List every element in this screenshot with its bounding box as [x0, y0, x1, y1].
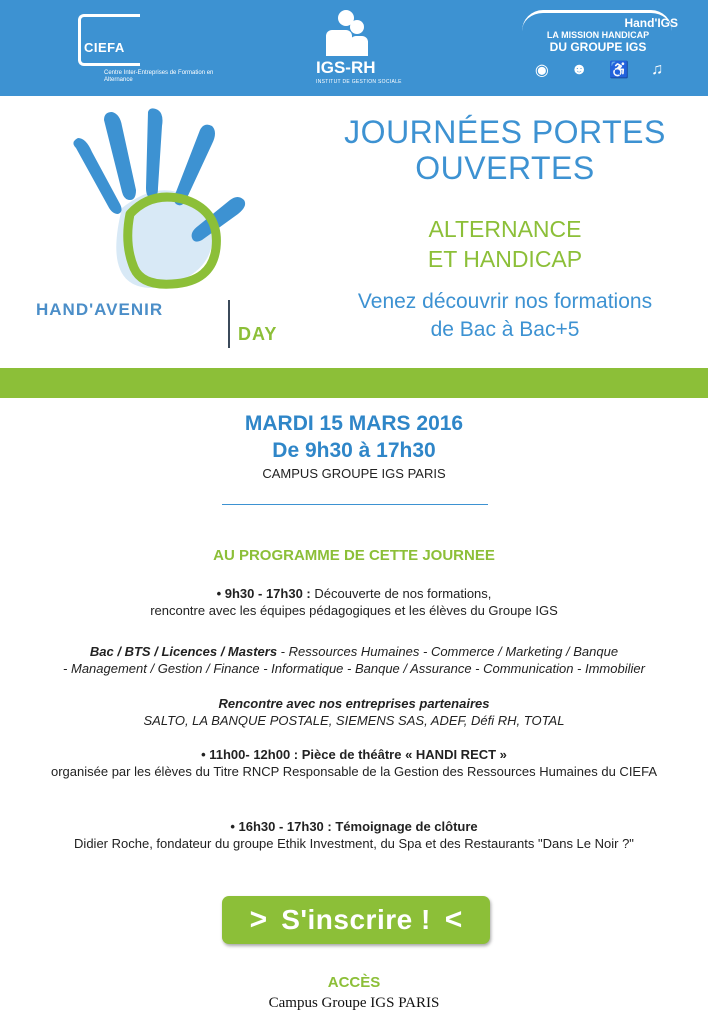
ciefa-logo-subtitle: Centre Inter-Entreprises de Formation en Alternance [104, 70, 214, 83]
programme-levels-bold: Bac / BTS / Licences / Masters [89, 644, 278, 659]
hand-avenir-day-divider [228, 300, 278, 348]
hand-logo-icon [62, 108, 282, 298]
programme-item-theatre-text: organisée par les élèves du Titre RNCP Responsable de la Gestion des Ressources Humaines du CIEFA [50, 764, 658, 779]
programme-partners-title: Rencontre avec nos entreprises partenaires [218, 696, 490, 711]
programme-title: AU PROGRAMME DE CETTE JOURNEE [213, 547, 495, 564]
chevron-right-icon: > [249, 903, 268, 936]
banner-title-line1: JOURNÉES PORTES [344, 114, 666, 150]
banner-title-line2: OUVERTES [415, 150, 595, 186]
banner-subtitle [300, 214, 708, 274]
event-date-block [0, 410, 708, 464]
banner-title [300, 114, 708, 186]
programme-item-discovery [14, 585, 694, 619]
ciefa-logo-name: CIEFA [84, 40, 125, 55]
hand-avenir-day: DAY [238, 324, 278, 344]
event-date: MARDI 15 MARS 2016 [244, 412, 464, 435]
handigs-line2: DU GROUPE IGS [549, 40, 647, 54]
wheelchair-icon: ♿ [609, 62, 630, 79]
handigs-logo[interactable] [518, 8, 678, 88]
register-button-label: S'inscrire ! [281, 904, 431, 935]
igs-rh-logo[interactable] [310, 8, 420, 88]
section-divider [222, 504, 488, 505]
banner-tagline-line1: Venez découvrir nos formations [357, 290, 653, 313]
hearing-impairment-icon: ♫ [651, 61, 664, 78]
programme-item-closing-title: • 16h30 - 17h30 : Témoignage de clôture [230, 819, 478, 834]
igs-person-body-icon [326, 30, 352, 56]
green-divider-bar [0, 368, 708, 398]
programme-item-closing [14, 818, 694, 852]
banner-tagline-line2: de Bac à Bac+5 [430, 318, 580, 341]
programme-levels-line1 [14, 643, 694, 660]
handicap-icons [524, 58, 674, 82]
chevron-left-icon: < [444, 903, 463, 936]
igs-person-body-icon [350, 36, 368, 56]
programme-levels-line2: - Management / Gestion / Finance - Informatique - Banque / Assurance - Communication - Immobilier [63, 661, 645, 676]
programme-item-discovery-text: Découverte de nos formations, [310, 586, 492, 601]
programme-item-discovery-line2: rencontre avec les équipes pédagogiques et les élèves du Groupe IGS [150, 603, 558, 618]
register-button[interactable] [222, 896, 490, 944]
banner-subtitle-line1: ALTERNANCE [428, 216, 582, 242]
programme-levels-rest: - Ressources Humaines - Commerce / Marketing / Banque [277, 644, 619, 659]
programme-item-discovery-line1 [14, 585, 694, 602]
event-hours: De 9h30 à 17h30 [272, 439, 436, 462]
programme-item-discovery-time: • 9h30 - 17h30 : [216, 586, 311, 601]
ciefa-logo[interactable] [78, 14, 214, 88]
banner-subtitle-line2: ET HANDICAP [427, 246, 583, 272]
access-place: Campus Groupe IGS PARIS [268, 995, 440, 1011]
igs-rh-logo-name: IGS-RH [316, 58, 376, 77]
programme-partners [14, 695, 694, 729]
programme-item-theatre-title: • 11h00- 12h00 : Pièce de théâtre « HANDI RECT » [201, 747, 507, 762]
visual-impairment-icon: ◉ [534, 62, 549, 79]
programme-levels [14, 643, 694, 677]
event-location: CAMPUS GROUPE IGS PARIS [262, 466, 446, 481]
header-bar [0, 0, 708, 96]
handigs-title: Hand'IGS [624, 16, 678, 30]
access-title: ACCÈS [327, 974, 381, 991]
hand-avenir-brand: HAND'AVENIR [36, 300, 164, 319]
programme-item-theatre [14, 746, 694, 780]
banner-tagline [300, 288, 708, 344]
handigs-line1: LA MISSION HANDICAP [546, 30, 650, 40]
programme-partners-list: SALTO, LA BANQUE POSTALE, SIEMENS SAS, ADEF, Défi RH, TOTAL [143, 713, 565, 728]
igs-rh-logo-subtitle: INSTITUT DE GESTION SOCIALE [316, 79, 402, 85]
programme-item-closing-text: Didier Roche, fondateur du groupe Ethik Investment, du Spa et des Restaurants "Dans Le Noir ?" [74, 836, 634, 851]
igs-person-icon [350, 20, 364, 34]
mental-disability-icon: ☻ [570, 61, 588, 78]
